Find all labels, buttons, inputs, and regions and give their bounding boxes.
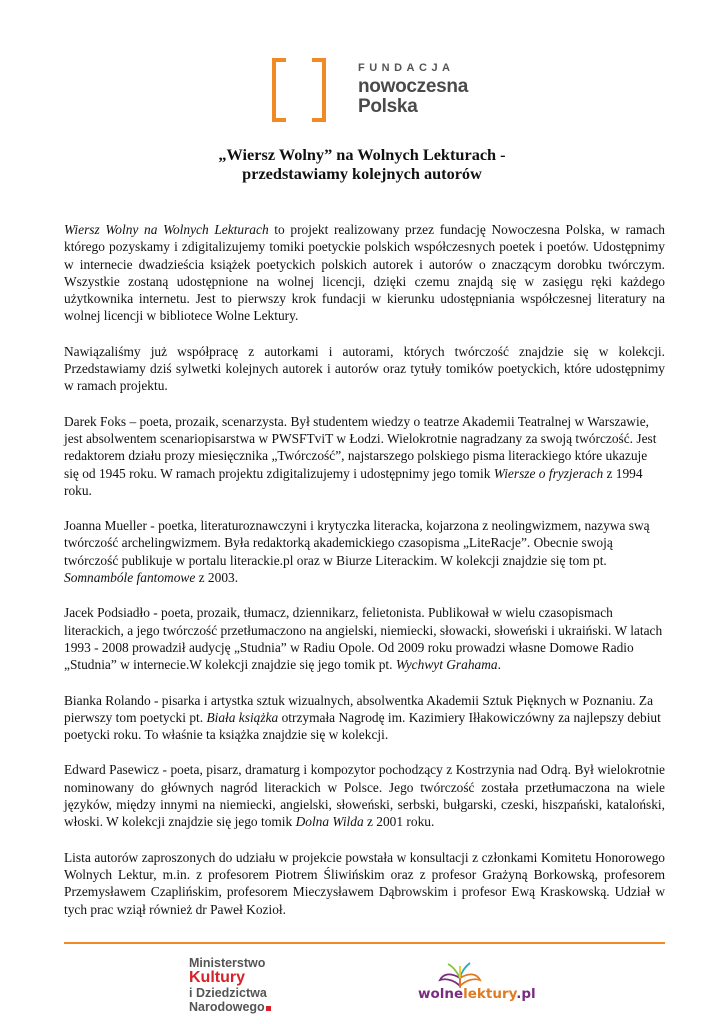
paragraph-joanna-mueller (64, 517, 665, 586)
paragraph-darek-foks-tail: z 1994 roku. (64, 465, 643, 498)
paragraph-intro-text: to projekt realizowany przez fundację Nowoczesna Polska, w ramach którego pozyskamy i zdigitalizujemy tomiki poetyckie polskich współczesnych poetek i poetów. Udostępnimy w internecie dwadzieścia książek poetyckich polskich autorek i autorów o znaczącym dorobku twórczym. Wszystkie zostaną udostępnione na wolnej licencji, dzięki czemu znajdą się w zasięgu ręki każdego użytkownika internetu. Jest to pierwszy krok fundacji w kierunku udostępniania współczesnej literatury na wolnej licencji w bibliotece Wolne Lektury. (64, 222, 665, 324)
paragraph-edward-pasewicz-tail: z 2001 roku. (363, 814, 435, 830)
ministry-logo-dot-icon (266, 1006, 271, 1011)
wolnelektury-wordmark (418, 986, 536, 1002)
ministry-logo-line-1: Ministerstwo (189, 956, 266, 970)
logo-line-nowoczesna: nowoczesna (358, 76, 468, 97)
logo-line-polska: Polska (358, 96, 418, 117)
logo-bracket-left-icon (272, 58, 286, 122)
paragraph-darek-foks-text: Darek Foks – poeta, prozaik, scenarzysta. Był studentem wiedzy o teatrze Akademii Teatralnej w Warszawie, jest absolwentem scenariopisarstwa w PWSFTviT w Łodzi. Wielokrotnie nagradzany za swoją twórczość. Jest redaktorem działu prozy miesięcznika „Twórczość”, najstarszego polskiego pisma literackiego które ukazuje się od 1945 roku. W ramach projektu zdigitalizujemy i udostępnimy jego tomik (64, 413, 657, 481)
paragraph-intro (64, 221, 665, 325)
ministry-logo-line-2: Kultury (189, 969, 245, 986)
paragraph-cooperation-text: Nawiązaliśmy już współpracę z autorkami i autorami, których twórczość znajdzie się w kolekcji. Przedstawiamy dziś sylwetki kolejnych autorek i autorów oraz tytuły tomików poetyckich, które udostępnimy w ramach projektu. (64, 343, 665, 394)
paragraph-joanna-mueller-tail: z 2003. (195, 570, 239, 586)
wordmark-part-3: .pl (516, 986, 536, 1002)
title-line-2: przedstawiamy kolejnych autorów (242, 164, 482, 183)
paragraph-jacek-podsiadlo-tail: . (497, 657, 501, 673)
logo-bracket-right-icon (312, 58, 326, 122)
project-name: Wiersz Wolny na Wolnych Lekturach (64, 222, 269, 237)
logo-line-fundacja: FUNDACJA (358, 62, 455, 74)
document-title (60, 145, 664, 183)
wordmark-part-1: wolne (418, 986, 464, 1002)
paragraph-bianka-rolando-text: Bianka Rolando - pisarka i artystka sztuk wizualnych, absolwentka Akademii Sztuk Pięknych w Poznaniu. Za pierwszy tom poetycki pt. (64, 692, 654, 725)
fundacja-logo (272, 58, 472, 122)
book-title: Biała książka (206, 709, 279, 725)
paragraph-edward-pasewicz (64, 761, 665, 830)
wolnelektury-book-icon (438, 960, 482, 988)
ministry-logo (189, 956, 271, 1014)
ministry-logo-line-4-text: Narodowego (189, 1000, 265, 1014)
title-line-1: „Wiersz Wolny” na Wolnych Lekturach - (218, 145, 506, 164)
wordmark-part-2: lektury (463, 986, 517, 1002)
paragraph-jacek-podsiadlo (64, 604, 665, 673)
paragraph-darek-foks (64, 413, 665, 499)
paragraph-jacek-podsiadlo-text: Jacek Podsiadło - poeta, prozaik, tłumacz, dziennikarz, felietonista. Publikował w wielu czasopismach literackich, a jego twórczość przetłumaczono na angielski, niemiecki, słowacki, słoweński i ukraiński. W latach 1993 - 2008 prowadził audycję „Studnia” w Radiu Opole. Od 2009 roku prowadzi własne Domowe Radio „Studnia” w internecie.W kolekcji znajdzie się jego tomik pt. (64, 605, 663, 673)
wolnelektury-logo (418, 960, 558, 1008)
ministry-logo-line-3: i Dziedzictwa (189, 986, 267, 1000)
paragraph-edward-pasewicz-text: Edward Pasewicz - poeta, pisarz, dramaturg i kompozytor pochodzący z Kostrzynia nad Odrą. Był wielokrotnie nominowany do głównych nagród literackich w Polsce. Jego twórczość została przetłumaczona na wiele języków, między innymi na niemiecki, angielski, słoweński, serbski, bułgarski, czeski, hiszpański, kataloński, włoski. W kolekcji znajdzie się jego tomik (64, 762, 665, 830)
document-body (64, 221, 665, 936)
book-title: Wychwyt Grahama (395, 657, 498, 673)
footer-divider (64, 942, 665, 944)
book-title: Dolna Wilda (295, 814, 364, 830)
paragraph-committee-text: Lista autorów zaproszonych do udziału w projekcie powstała w konsultacji z członkami Komitetu Honorowego Wolnych Lektur, m.in. z profesorem Piotrem Śliwińskim oraz z profesor Grażyną Borkowską, profesorem Przemysławem Czaplińskim, profesorem Mieczysławem Dąbrowskim i profesor Ewą Kraskowską. Udział w tych prac wziął również dr Paweł Kozioł. (64, 849, 665, 917)
paragraph-cooperation (64, 343, 665, 395)
paragraph-bianka-rolando (64, 692, 665, 744)
paragraph-joanna-mueller-text: Joanna Mueller - poetka, literaturoznawczyni i krytyczka literacka, kojarzona z neolingwizmem, nazywa swą twórczość archelingwizmem. Była redaktorką akademickiego czasopisma „LiteRacje”. Obecnie swoją twórczość publikuje w portalu literackie.pl oraz w Biurze Literackim. W kolekcji znajdzie się tom pt. (64, 518, 650, 568)
paragraph-committee (64, 849, 665, 918)
book-title: Somnambóle fantomowe (64, 570, 196, 586)
ministry-logo-line-4 (189, 1000, 271, 1014)
paragraph-bianka-rolando-tail: otrzymała Nagrodę im. Kazimiery Iłłakowiczówny za najlepszy debiut poetycki roku. To właśnie ta książka znajdzie się w kolekcji. (64, 709, 661, 743)
book-title: Wiersze o fryzjerach (493, 465, 604, 481)
